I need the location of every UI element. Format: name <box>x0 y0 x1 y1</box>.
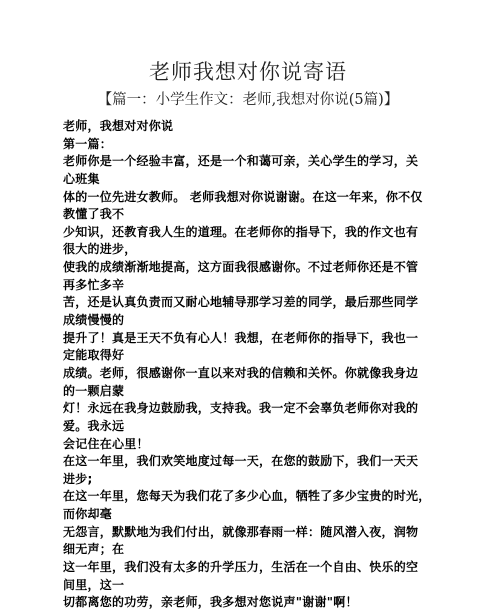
text-line: 的一颗启蒙 <box>63 383 125 398</box>
text-line: 体的一位先进女教师。 老师我想对你说谢谢。在这一年来，你不仅 <box>63 189 423 204</box>
text-line: 提升了！真是王天不负有心人！我想，在老师你的指导下，我也一 <box>63 330 419 345</box>
text-line: 细无声；在 <box>63 542 125 557</box>
text-line: 在这一年里，您每天为我们花了多少心血，牺牲了多少宝贵的时光， <box>63 489 431 504</box>
text-line: 成绩慢慢的 <box>63 313 125 328</box>
text-line: 无怨言，默默地为我们付出，就像那春雨一样：随风潜入夜，润物 <box>63 524 419 539</box>
text-line: 再多忙多辛 <box>63 277 125 292</box>
document-title: 老师我想对你说寄语 <box>149 60 347 84</box>
text-line: 少知识，还教育我人生的道理。在老师你的指导下，我的作文也有 <box>63 224 419 239</box>
text-line: 这一年里，我们没有太多的升学压力，生活在一个自由、快乐的空 <box>63 560 419 575</box>
text-line: 进步; <box>63 471 93 486</box>
text-line: 老师你是一个经验丰富，还是一个和蔼可亲，关心学生的学习，关 <box>63 154 419 169</box>
document-subtitle: 【篇一：小学生作文：老师,我想对你说(5篇)】 <box>97 92 399 108</box>
text-line: 而你却毫 <box>63 507 113 522</box>
text-line: 教懂了我不 <box>63 207 125 222</box>
text-line: 会记住在心里！ <box>63 436 149 451</box>
text-line: 灯！永远在我身边鼓励我，支持我。我一定不会辜负老师你对我的 <box>63 401 419 416</box>
text-line: 爱。我永远 <box>63 418 125 433</box>
text-line: 心班集 <box>63 171 100 186</box>
text-line: 在这一年里，我们欢笑地度过每一天，在您的鼓励下，我们一天天 <box>63 454 419 469</box>
text-line: 间里，这一 <box>63 577 125 592</box>
text-line: 切都离您的功劳，亲老师，我多想对您说声"谢谢"啊！ <box>63 595 358 610</box>
text-line: 很大的进步， <box>63 242 137 257</box>
text-line: 成绩。老师，很感谢你一直以来对我的信赖和关怀。你就像我身边 <box>63 365 419 380</box>
text-line: 使我的成绩渐渐地提高，这方面我很感谢你。不过老师你还是不管 <box>63 260 419 275</box>
text-line: 第一篇： <box>63 136 113 151</box>
essay-body <box>63 118 453 610</box>
text-line: 老师，我想对对你说 <box>63 119 174 133</box>
text-line: 定能取得好 <box>63 348 125 363</box>
text-line: 苦，还是认真负责而又耐心地辅导那学习差的同学，最后那些同学 <box>63 295 419 310</box>
